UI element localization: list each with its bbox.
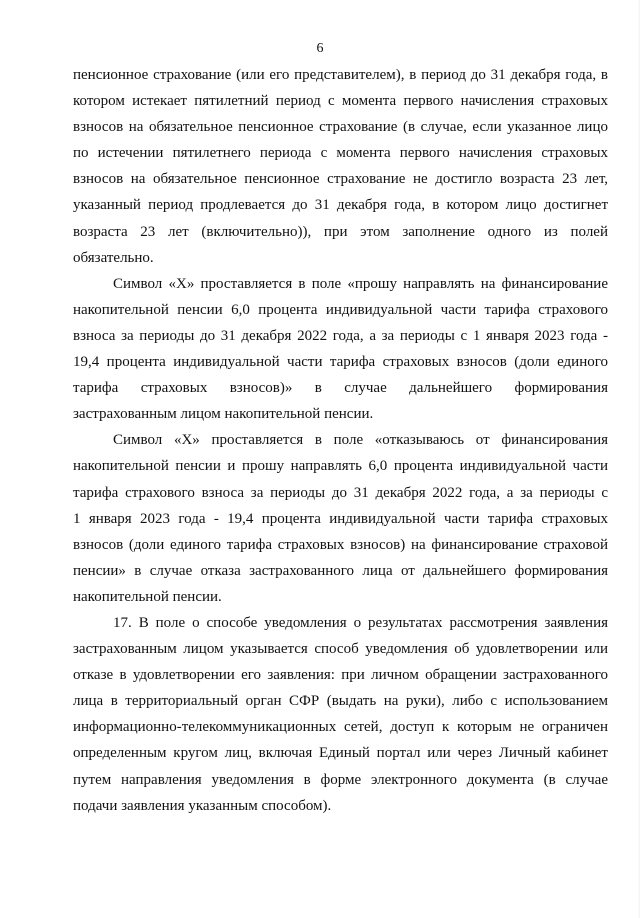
text-line: котором истекает пятилетний период с момента первого начисления страховых <box>73 93 608 110</box>
text-line: застрахованным лицом накопительной пенсии. <box>73 406 374 423</box>
text-line: указанный период продлевается до 31 декабря года, в котором лицо достигнет <box>73 197 608 214</box>
text-line: обязательно. <box>73 249 154 266</box>
text-line: лица в территориальный орган СФР (выдать на руки), либо с использованием <box>73 693 608 710</box>
text-line: путем направления уведомления в форме электронного документа (в случае <box>73 771 608 788</box>
text-line: накопительной пенсии. <box>73 588 222 605</box>
text-line: 19,4 процента индивидуальной части тарифа страховых взносов (доли единого <box>73 354 608 371</box>
text-line: накопительной пенсии 6,0 процента индивидуальной части тарифа страхового <box>73 301 608 318</box>
text-line: пенсии» в случае отказа застрахованного лица от дальнейшего формирования <box>73 562 608 579</box>
text-line: информационно-телекоммуникационных сетей, доступ к которым не ограничен <box>73 719 608 736</box>
text-line: застрахованным лицом указывается способ уведомления об удовлетворении или <box>73 641 608 658</box>
text-line: 1 января 2023 года - 19,4 процента индивидуальной части тарифа страховых <box>73 510 608 527</box>
text-line: взносов на обязательное пенсионное страхование (в случае, если указанное лицо <box>73 119 608 136</box>
paragraph-continuation <box>73 62 608 271</box>
text-line: взносов (доли единого тарифа страховых взносов) на финансирование страховой <box>73 536 608 553</box>
text-line: подачи заявления указанным способом). <box>73 797 332 814</box>
text-line: Символ «Х» проставляется в поле «прошу направлять на финансирование <box>113 275 608 292</box>
text-line: тарифа страхового взноса за периоды до 31 декабря 2022 года, а за периоды с <box>73 484 608 501</box>
paragraph-item-17 <box>73 610 608 819</box>
paragraph-symbol-x-refuse <box>73 427 608 610</box>
text-line: 17. В поле о способе уведомления о результатах рассмотрения заявления <box>113 614 608 631</box>
document-body <box>73 62 608 819</box>
text-line: взноса за периоды до 31 декабря 2022 года, а за периоды с 1 января 2023 года - <box>73 327 608 344</box>
text-line: взносов на обязательное пенсионное страхование не достигло возраста 23 лет, <box>73 171 608 188</box>
text-line: пенсионное страхование (или его представителем), в период до 31 декабря года, в <box>73 67 608 83</box>
text-line: отказе в удовлетворении его заявления: при личном обращении застрахованного <box>73 667 608 684</box>
text-line: накопительной пенсии и прошу направлять 6,0 процента индивидуальной части <box>73 458 608 475</box>
paragraph-symbol-x-finance <box>73 271 608 428</box>
text-line: тарифа страховых взносов)» в случае дальнейшего формирования <box>73 380 608 397</box>
text-line: по истечении пятилетнего периода с момента первого начисления страховых <box>73 145 608 162</box>
page-number: 6 <box>316 41 324 56</box>
text-line: Символ «Х» проставляется в поле «отказываюсь от финансирования <box>113 432 608 449</box>
text-line: возраста 23 лет (включительно)), при этом заполнение одного из полей <box>73 223 608 240</box>
text-line: определенным кругом лиц, включая Единый портал или через Личный кабинет <box>73 745 608 762</box>
